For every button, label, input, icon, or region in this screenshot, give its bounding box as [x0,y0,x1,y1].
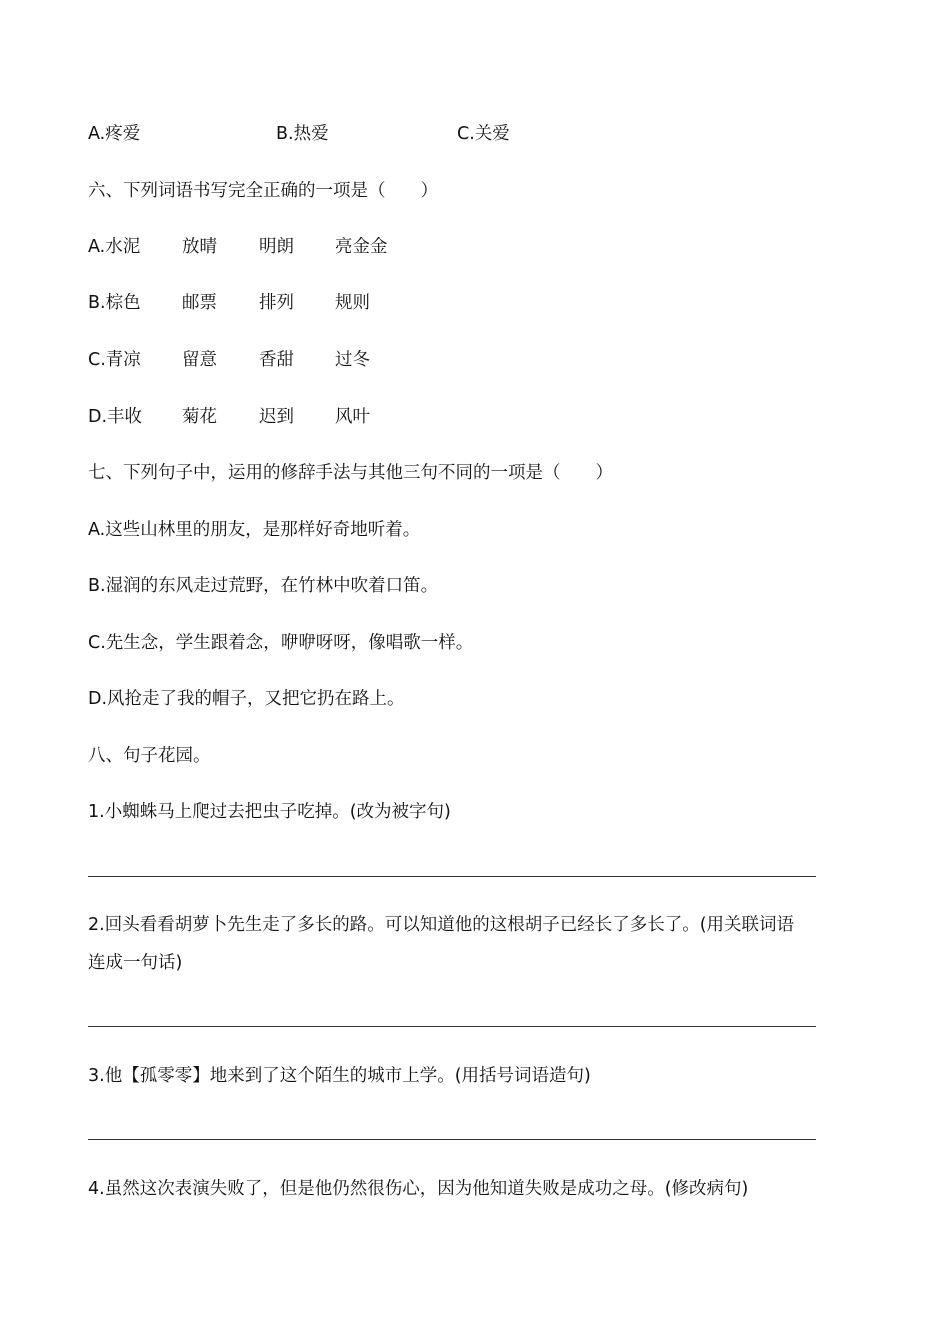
q8-item-3-answer-line[interactable] [88,1139,816,1140]
q5-option-c: C.关爱 [457,124,510,144]
q6-row-c-word-2: 留意 [182,350,217,370]
q6-row-c-word-3: 香甜 [259,350,294,370]
q7-option-b: B.湿润的东风走过荒野，在竹林中吹着口笛。 [88,576,439,596]
q6-row-c-word-4: 过冬 [335,350,370,370]
q8-item-1-answer-line[interactable] [88,876,816,877]
q6-title: 六、下列词语书写完全正确的一项是（ ） [88,181,438,201]
q6-row-a-word-4: 亮金金 [335,237,388,257]
q8-item-3: 3.他【孤零零】地来到了这个陌生的城市上学。(用括号词语造句) [88,1066,591,1086]
q6-row-b-word-2: 邮票 [182,293,217,313]
q6-row-b-word-3: 排列 [259,293,294,313]
q8-item-2-continued: 连成一句话) [88,953,183,973]
q6-row-d-word-1: D.丰收 [88,407,143,427]
q5-option-b: B.热爱 [276,124,329,144]
q7-option-a: A.这些山林里的朋友，是那样好奇地听着。 [88,520,421,540]
q6-row-b-word-1: B.棕色 [88,293,141,313]
q6-row-a-word-1: A.水泥 [88,237,141,257]
q7-option-d: D.风抢走了我的帽子，又把它扔在路上。 [88,689,405,709]
q6-row-a-word-2: 放晴 [182,237,217,257]
q6-row-a-word-3: 明朗 [259,237,294,257]
q6-row-d-word-2: 菊花 [182,407,217,427]
q7-option-c: C.先生念，学生跟着念，咿咿呀呀，像唱歌一样。 [88,633,474,653]
q6-row-b-word-4: 规则 [335,293,370,313]
q6-row-d-word-3: 迟到 [259,407,294,427]
q7-title: 七、下列句子中，运用的修辞手法与其他三句不同的一项是（ ） [88,463,613,483]
q8-item-1: 1.小蜘蛛马上爬过去把虫子吃掉。(改为被字句) [88,802,451,822]
q6-row-c-word-1: C.青凉 [88,350,141,370]
q8-item-2-answer-line[interactable] [88,1026,816,1027]
q8-item-2: 2.回头看看胡萝卜先生走了多长的路。可以知道他的这根胡子已经长了多长了。(用关联词语 [88,915,795,935]
q6-row-d-word-4: 风叶 [335,407,370,427]
q5-option-a: A.疼爱 [88,124,141,144]
q8-item-4: 4.虽然这次表演失败了，但是他仍然很伤心，因为他知道失败是成功之母。(修改病句) [88,1179,749,1199]
q8-title: 八、句子花园。 [88,746,211,766]
